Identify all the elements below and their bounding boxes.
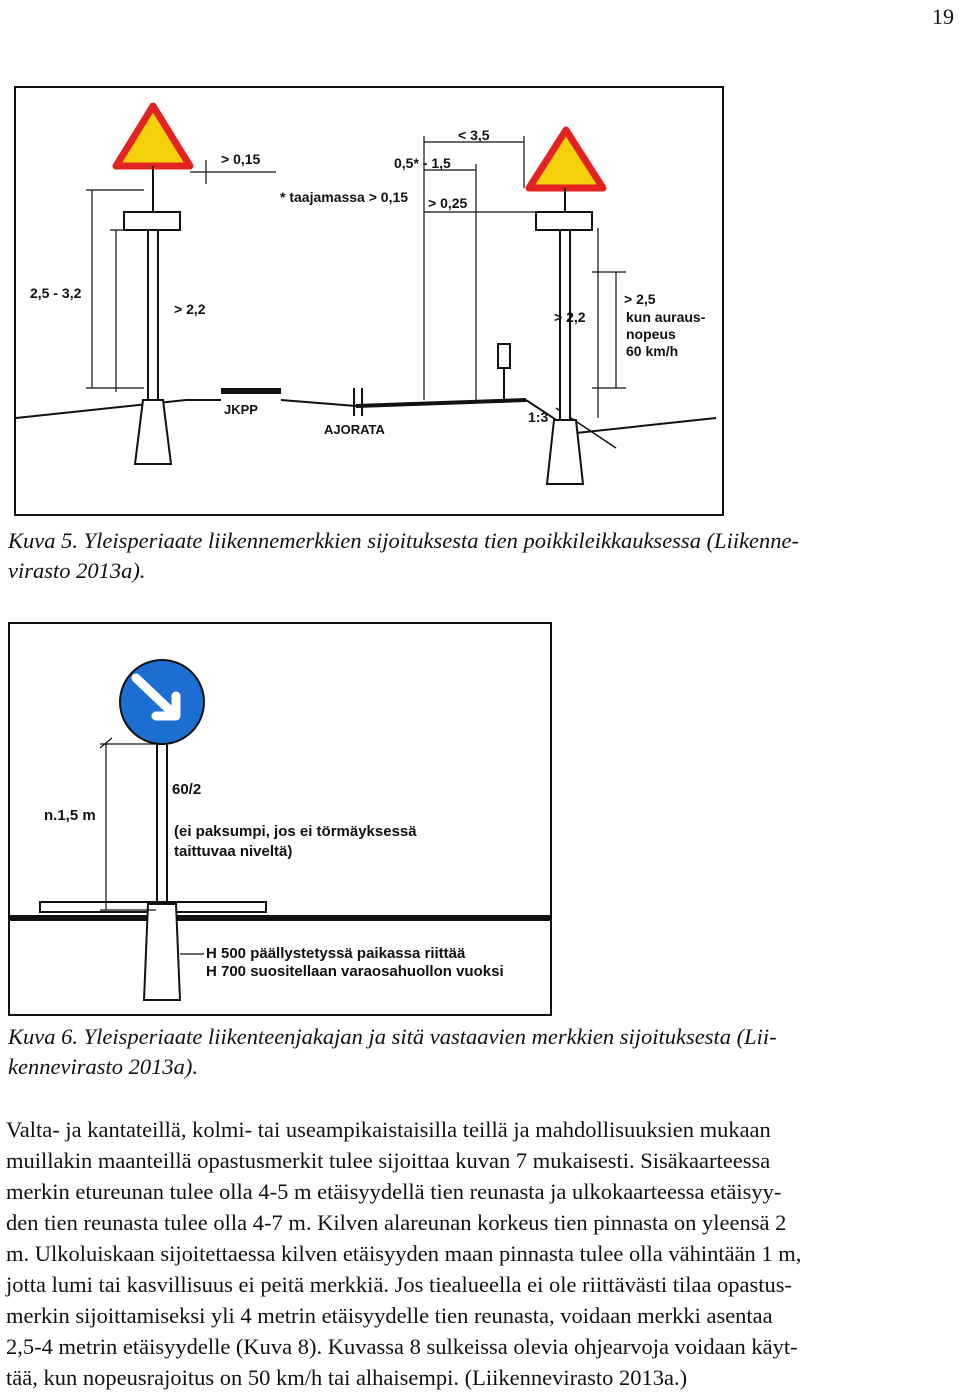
label-ajorata: AJORATA (324, 422, 385, 437)
label-pole: 60/2 (172, 781, 202, 798)
label-clear-height-left: > 2,2 (174, 301, 206, 317)
label-pole-note-2: taittuvaa niveltä) (174, 843, 293, 860)
label-h500: H 500 päällystetyssä paikassa riittää (206, 945, 466, 962)
plate-left (124, 212, 180, 230)
left-sign-assembly (116, 106, 190, 464)
label-sign-offset: > 0,15 (221, 151, 261, 167)
label-urban-note: * taajamassa > 0,15 (280, 189, 409, 205)
body-line: Valta- ja kantateillä, kolmi- tai useampikaistaisilla teillä ja mahdollisuuksien mukaan (6, 1117, 771, 1142)
shoulder-left (281, 400, 356, 406)
foundation-right (547, 420, 583, 484)
page-number: 19 (932, 4, 954, 29)
label-jkpp: JKPP (224, 402, 258, 417)
body-line: merkin etureunan tulee olla 4-5 m etäisyydellä tien reunasta ja ulkokaarteessa etäisyy- (6, 1179, 782, 1204)
body-line: 2,5-4 metrin etäisyydelle (Kuva 8). Kuvassa 8 sulkeissa olevia ohjearvoja voidaan käyt- (6, 1334, 798, 1359)
label-clear-height-right: > 2,2 (554, 309, 586, 325)
pole-left (148, 230, 158, 400)
body-paragraph (6, 1114, 956, 1393)
figure-6-drawing (10, 624, 550, 1014)
caption6-line1: Kuva 6. Yleisperiaate liikenteenjakajan ja sitä vastaavien merkkien sijoituksesta (Lii- (8, 1024, 777, 1049)
caption5-line2: virasto 2013a). (8, 558, 146, 583)
label-height: n.1,5 m (44, 807, 96, 824)
figure-6-traffic-island (8, 622, 552, 1016)
label-lateral-min: > 0,25 (428, 195, 468, 211)
label-pole-note-1: (ei paksumpi, jos ei törmäyksessä (174, 823, 417, 840)
label-slope: 1:3 (528, 409, 549, 425)
label-height-range: 2,5 - 3,2 (30, 285, 82, 301)
label-plow-note-2: nopeus (626, 326, 676, 342)
carriageway (356, 400, 526, 406)
figure-5-caption (8, 526, 956, 586)
figure-5-road-cross-section (14, 86, 724, 516)
label-lateral-max: < 3,5 (458, 127, 490, 143)
foundation-left (135, 400, 171, 464)
body-line: tää, kun nopeusrajoitus on 50 km/h tai alhaisempi. (Liikennevirasto 2013a.) (6, 1365, 688, 1390)
label-h700: H 700 suositellaan varaosahuollon vuoksi (206, 963, 504, 980)
label-lateral-range: 0,5* - 1,5 (394, 155, 451, 171)
label-plow-height: > 2,5 (624, 291, 656, 307)
delineator (498, 344, 510, 368)
figure-5-drawing (16, 88, 722, 514)
plate-right (536, 212, 592, 230)
body-line: jotta lumi tai kasvillisuus ei peitä merkkiä. Jos tiealueella ei ole riittävästi tilaa opastus- (6, 1272, 793, 1297)
label-plow-note-3: 60 km/h (626, 343, 679, 359)
body-line: merkin sijoittamiseksi yli 4 metrin etäisyydelle tien reunasta, voidaan merkki asentaa (6, 1303, 773, 1328)
dimension-lines (100, 738, 156, 910)
carriageway-break (354, 388, 362, 416)
pole (157, 744, 167, 904)
warning-sign-left (116, 106, 190, 166)
ground-left (16, 400, 221, 418)
body-line: muillakin maanteillä opastusmerkit tulee sijoittaa kuvan 7 mukaisesti. Sisäkaarteessa (6, 1148, 771, 1173)
body-line: m. Ulkoluiskaan sijoitettaessa kilven etäisyyden maan pinnasta tulee olla vähintään 1 m, (6, 1241, 802, 1266)
warning-sign-right (529, 130, 603, 188)
body-line: den tien reunasta tulee olla 4-7 m. Kilven alareunan korkeus tien pinnasta on yleensä 2 (6, 1210, 787, 1235)
caption5-line1: Kuva 5. Yleisperiaate liikennemerkkien sijoituksesta tien poikkileikkauksessa (Liikenne- (8, 528, 800, 553)
caption6-line2: kennevirasto 2013a). (8, 1054, 198, 1079)
foundation (144, 904, 180, 1000)
pole-right (560, 230, 570, 420)
figure-6-caption (8, 1022, 956, 1082)
label-plow-note-1: kun auraus- (626, 309, 706, 325)
